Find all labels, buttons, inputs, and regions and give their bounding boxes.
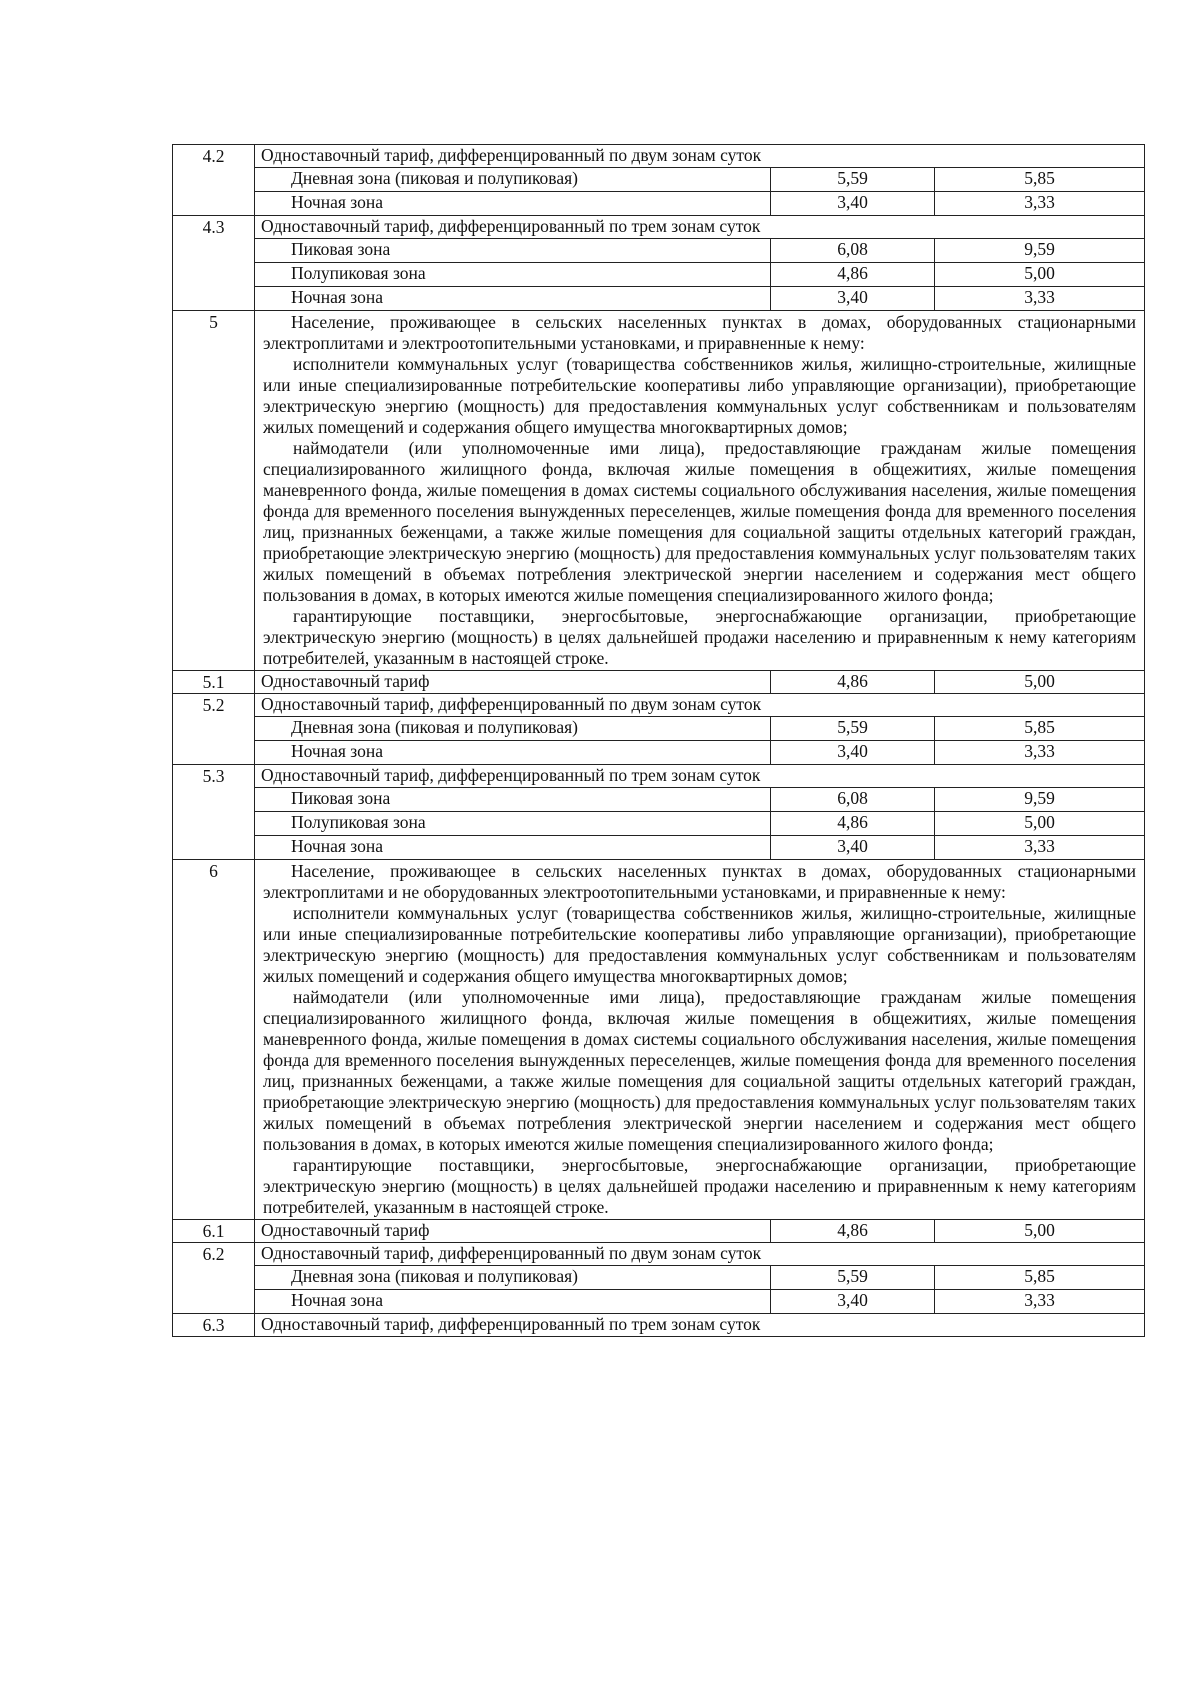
tariff-value-2: 3,33 [935,741,1145,765]
tariff-label: Одноставочный тариф [255,671,771,694]
row-number: 4.3 [173,216,255,311]
tariff-value-1: 5,59 [771,1266,935,1290]
tariff-value-2: 3,33 [935,287,1145,311]
row-number: 5.1 [173,671,255,694]
tariff-value-1: 4,86 [771,263,935,287]
zone-row [173,287,1145,311]
tariff-value-1: 5,59 [771,168,935,192]
tariff-value-1: 3,40 [771,287,935,311]
zone-row [173,741,1145,765]
zone-row [173,812,1145,836]
section-header-row [173,694,1145,717]
zone-label: Полупиковая зона [255,812,771,836]
zone-row [173,836,1145,860]
zone-label: Ночная зона [255,836,771,860]
tariff-value-2: 5,00 [935,812,1145,836]
tariff-value-2: 5,85 [935,717,1145,741]
zone-label: Ночная зона [255,1290,771,1314]
single-tariff-row [173,1220,1145,1243]
tariff-value-2: 3,33 [935,836,1145,860]
section-header-row [173,145,1145,168]
zone-row [173,192,1145,216]
category-paragraph: наймодатели (или уполномоченные ими лица), предоставляющие гражданам жилые помещения специализированного жилищного фонда, включая жилые помещения в общежитиях, жилые помещения маневренного фонда, жилые помещения в домах системы социального обслуживания населения, жилые помещения фонда для временного поселения вынужденных переселенцев, жилые помещения фонда для временного поселения лиц, признанных беженцами, а также жилые помещения для социальной защиты отдельных категорий граждан, приобретающие электрическую энергию (мощность) для предоставления коммунальных услуг пользователям таких жилых помещений в объемах потребления электрической энергии населением и содержания мест общего пользования в домах, в которых имеются жилые помещения специализированного жилого фонда; [263,438,1137,605]
tariff-group-title: Одноставочный тариф, дифференцированный по двум зонам суток [255,1243,1145,1266]
tariff-value-2: 3,33 [935,192,1145,216]
tariff-table [172,144,1145,1337]
zone-label: Ночная зона [255,741,771,765]
tariff-label: Одноставочный тариф [255,1220,771,1243]
tariff-value-2: 5,85 [935,168,1145,192]
tariff-value-1: 6,08 [771,788,935,812]
section-header-row [173,216,1145,239]
section-header-row [173,1243,1145,1266]
category-paragraph: исполнители коммунальных услуг (товарищества собственников жилья, жилищно-строительные, жилищные или иные специализированные потребительские кооперативы либо управляющие организации), приобретающие электрическую энергию (мощность) для предоставления коммунальных услуг собственникам и пользователям жилых помещений и содержания общего имущества многоквартирных домов; [263,903,1137,986]
row-number: 6.1 [173,1220,255,1243]
tariff-group-title: Одноставочный тариф, дифференцированный по двум зонам суток [255,145,1145,168]
tariff-value-2: 3,33 [935,1290,1145,1314]
tariff-value-2: 5,00 [935,671,1145,694]
tariff-value-2: 5,85 [935,1266,1145,1290]
zone-row [173,239,1145,263]
consumer-category-text [255,860,1145,1220]
tariff-value-1: 4,86 [771,671,935,694]
zone-row [173,263,1145,287]
zone-label: Дневная зона (пиковая и полупиковая) [255,717,771,741]
tariff-group-title: Одноставочный тариф, дифференцированный по трем зонам суток [255,765,1145,788]
tariff-value-1: 3,40 [771,192,935,216]
section-header-row [173,1314,1145,1337]
zone-row [173,1266,1145,1290]
tariff-value-1: 4,86 [771,812,935,836]
category-paragraph: Население, проживающее в сельских населенных пунктах в домах, оборудованных стационарными электроплитами и не оборудованных электроотопительными установками, и приравненные к нему: [263,861,1137,902]
zone-row [173,168,1145,192]
row-number: 4.2 [173,145,255,216]
category-paragraph: исполнители коммунальных услуг (товарищества собственников жилья, жилищно-строительные, жилищные или иные специализированные потребительские кооперативы либо управляющие организации), приобретающие электрическую энергию (мощность) для предоставления коммунальных услуг собственникам и пользователям жилых помещений и содержания общего имущества многоквартирных домов; [263,354,1137,437]
zone-row [173,1290,1145,1314]
tariff-group-title: Одноставочный тариф, дифференцированный по трем зонам суток [255,1314,1145,1337]
category-paragraph: гарантирующие поставщики, энергосбытовые, энергоснабжающие организации, приобретающие электрическую энергию (мощность) в целях дальнейшей продажи населению и приравненным к нему категориям потребителей, указанным в настоящей строке. [263,1155,1137,1217]
consumer-category-row [173,311,1145,671]
tariff-table-body [173,145,1145,1337]
tariff-value-2: 5,00 [935,1220,1145,1243]
consumer-category-text [255,311,1145,671]
row-number: 5.3 [173,765,255,860]
tariff-value-1: 3,40 [771,836,935,860]
tariff-value-1: 3,40 [771,1290,935,1314]
zone-label: Пиковая зона [255,239,771,263]
zone-label: Дневная зона (пиковая и полупиковая) [255,168,771,192]
tariff-value-2: 5,00 [935,263,1145,287]
tariff-group-title: Одноставочный тариф, дифференцированный по трем зонам суток [255,216,1145,239]
zone-label: Ночная зона [255,192,771,216]
tariff-value-1: 5,59 [771,717,935,741]
row-number: 5 [173,311,255,671]
consumer-category-row [173,860,1145,1220]
tariff-value-1: 4,86 [771,1220,935,1243]
row-number: 6.3 [173,1314,255,1337]
zone-row [173,717,1145,741]
category-paragraph: Население, проживающее в сельских населенных пунктах в домах, оборудованных стационарными электроплитами и электроотопительными установками, и приравненные к нему: [263,312,1137,353]
row-number: 5.2 [173,694,255,765]
category-paragraph: наймодатели (или уполномоченные ими лица), предоставляющие гражданам жилые помещения специализированного жилищного фонда, включая жилые помещения в общежитиях, жилые помещения маневренного фонда, жилые помещения в домах системы социального обслуживания населения, жилые помещения фонда для временного поселения вынужденных переселенцев, жилые помещения фонда для временного поселения лиц, признанных беженцами, а также жилые помещения для социальной защиты отдельных категорий граждан, приобретающие электрическую энергию (мощность) для предоставления коммунальных услуг пользователям таких жилых помещений в объемах потребления электрической энергии населением и содержания мест общего пользования в домах, в которых имеются жилые помещения специализированного жилого фонда; [263,987,1137,1154]
tariff-value-1: 6,08 [771,239,935,263]
tariff-value-1: 3,40 [771,741,935,765]
zone-label: Полупиковая зона [255,263,771,287]
zone-label: Дневная зона (пиковая и полупиковая) [255,1266,771,1290]
tariff-value-2: 9,59 [935,239,1145,263]
row-number: 6 [173,860,255,1220]
row-number: 6.2 [173,1243,255,1314]
section-header-row [173,765,1145,788]
zone-label: Пиковая зона [255,788,771,812]
category-paragraph: гарантирующие поставщики, энергосбытовые, энергоснабжающие организации, приобретающие электрическую энергию (мощность) в целях дальнейшей продажи населению и приравненным к нему категориям потребителей, указанным в настоящей строке. [263,606,1137,668]
single-tariff-row [173,671,1145,694]
zone-row [173,788,1145,812]
zone-label: Ночная зона [255,287,771,311]
tariff-value-2: 9,59 [935,788,1145,812]
tariff-group-title: Одноставочный тариф, дифференцированный по двум зонам суток [255,694,1145,717]
